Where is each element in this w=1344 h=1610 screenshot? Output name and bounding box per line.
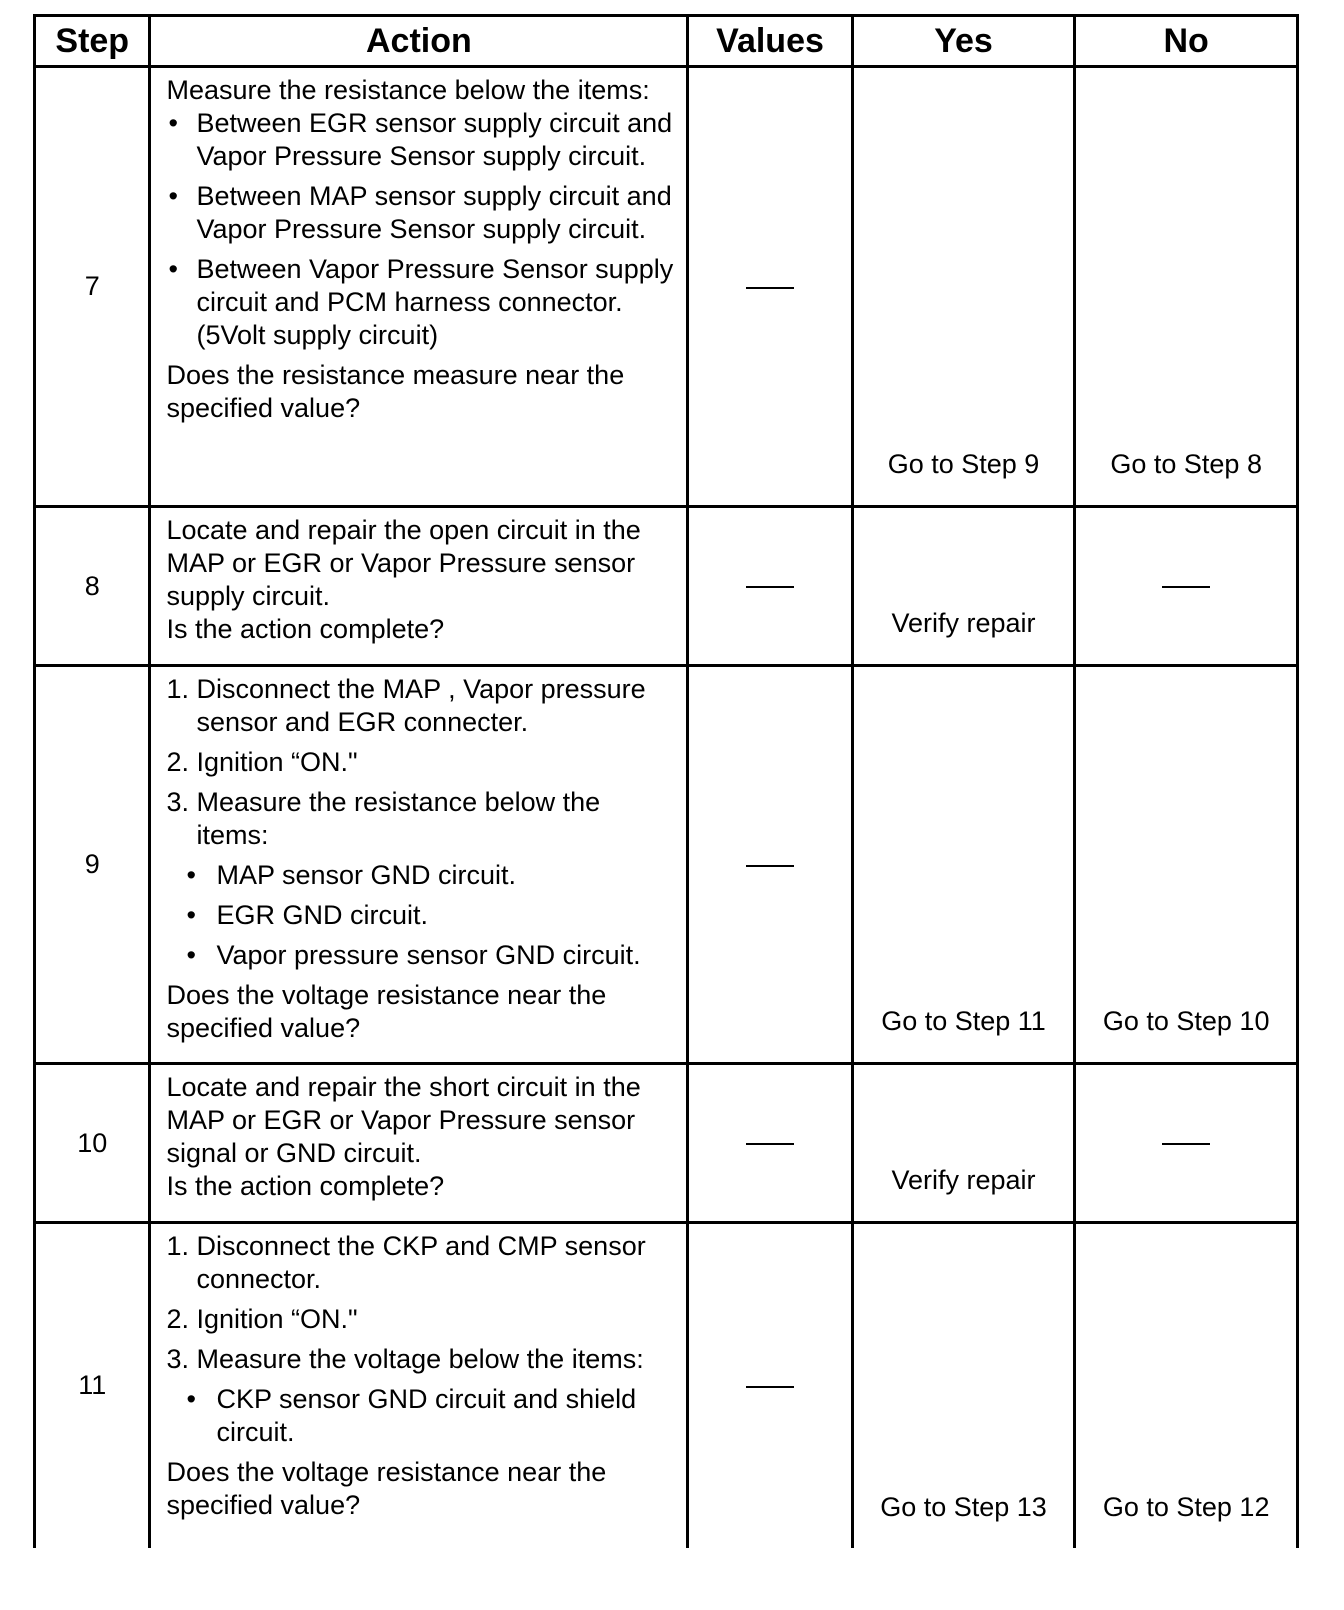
step-number: 10 bbox=[35, 1064, 150, 1223]
step-text: Measure the resistance below the items: bbox=[196, 787, 601, 850]
step-text: Disconnect the CKP and CMP sensor connector. bbox=[196, 1231, 646, 1294]
bullet-item: • Vapor pressure sensor GND circuit. bbox=[166, 939, 678, 972]
values-cell bbox=[688, 666, 852, 1064]
dash-mark bbox=[746, 1386, 794, 1388]
values-cell bbox=[688, 1223, 852, 1548]
action-intro: Measure the resistance below the items: bbox=[166, 75, 650, 105]
bullet-item: • MAP sensor GND circuit. bbox=[166, 859, 678, 892]
numbered-step bbox=[166, 1230, 678, 1296]
no-cell: Go to Step 10 bbox=[1075, 666, 1298, 1064]
no-cell: Go to Step 8 bbox=[1075, 67, 1298, 507]
header-no: No bbox=[1075, 16, 1298, 67]
no-cell: Go to Step 12 bbox=[1075, 1223, 1298, 1548]
values-cell bbox=[688, 1064, 852, 1223]
dash-mark bbox=[1162, 586, 1210, 588]
step-text: Disconnect the MAP , Vapor pressure sensor and EGR connecter. bbox=[196, 674, 646, 737]
table-row-step-7 bbox=[35, 67, 1298, 507]
step-number: 7 bbox=[35, 67, 150, 507]
header-yes: Yes bbox=[852, 16, 1075, 67]
action-cell bbox=[150, 507, 688, 666]
header-action: Action bbox=[150, 16, 688, 67]
table-row-step-10 bbox=[35, 1064, 1298, 1223]
diagnostic-table bbox=[33, 14, 1299, 1548]
action-question: Is the action complete? bbox=[166, 614, 445, 644]
yes-cell: Verify repair bbox=[852, 1064, 1075, 1223]
numbered-step bbox=[166, 1303, 678, 1336]
table-row-step-9 bbox=[35, 666, 1298, 1064]
step-number: 9 bbox=[35, 666, 150, 1064]
step-index: 2. bbox=[166, 1304, 189, 1334]
action-cell bbox=[150, 67, 688, 507]
action-cell bbox=[150, 1064, 688, 1223]
action-cell bbox=[150, 1223, 688, 1548]
step-index: 3. bbox=[166, 1344, 189, 1374]
no-cell bbox=[1075, 507, 1298, 666]
step-index: 1. bbox=[166, 674, 189, 704]
bullet-item: • Between Vapor Pressure Sensor supply circuit and PCM harness connector. (5Volt supply circuit) bbox=[166, 253, 678, 352]
numbered-step bbox=[166, 673, 678, 739]
yes-cell: Go to Step 13 bbox=[852, 1223, 1075, 1548]
yes-cell: Verify repair bbox=[852, 507, 1075, 666]
step-index: 2. bbox=[166, 747, 189, 777]
numbered-step bbox=[166, 786, 678, 852]
numbered-step bbox=[166, 746, 678, 779]
dash-mark bbox=[746, 586, 794, 588]
step-text: Ignition “ON." bbox=[196, 747, 358, 777]
bullet-item: • Between EGR sensor supply circuit and Vapor Pressure Sensor supply circuit. bbox=[166, 107, 678, 173]
table-row-step-8 bbox=[35, 507, 1298, 666]
action-text: Locate and repair the open circuit in the MAP or EGR or Vapor Pressure sensor supply circuit. bbox=[166, 515, 641, 611]
values-cell bbox=[688, 67, 852, 507]
step-text: Measure the voltage below the items: bbox=[196, 1344, 644, 1374]
step-index: 3. bbox=[166, 787, 189, 817]
step-index: 1. bbox=[166, 1231, 189, 1261]
no-cell bbox=[1075, 1064, 1298, 1223]
header-step: Step bbox=[35, 16, 150, 67]
action-question: Does the resistance measure near the specified value? bbox=[166, 360, 625, 423]
yes-cell: Go to Step 9 bbox=[852, 67, 1075, 507]
step-number: 11 bbox=[35, 1223, 150, 1548]
action-question: Is the action complete? bbox=[166, 1171, 445, 1201]
header-values: Values bbox=[688, 16, 852, 67]
bullet-item: • EGR GND circuit. bbox=[166, 899, 678, 932]
bullet-item: • Between MAP sensor supply circuit and Vapor Pressure Sensor supply circuit. bbox=[166, 180, 678, 246]
values-cell bbox=[688, 507, 852, 666]
dash-mark bbox=[746, 287, 794, 289]
dash-mark bbox=[746, 865, 794, 867]
step-text: Ignition “ON." bbox=[196, 1304, 358, 1334]
action-text: Locate and repair the short circuit in the MAP or EGR or Vapor Pressure sensor signal or GND circuit. bbox=[166, 1072, 641, 1168]
dash-mark bbox=[1162, 1143, 1210, 1145]
action-question: Does the voltage resistance near the specified value? bbox=[166, 980, 607, 1043]
numbered-step bbox=[166, 1343, 678, 1376]
table-row-step-11 bbox=[35, 1223, 1298, 1548]
dash-mark bbox=[746, 1143, 794, 1145]
action-cell bbox=[150, 666, 688, 1064]
yes-cell: Go to Step 11 bbox=[852, 666, 1075, 1064]
step-number: 8 bbox=[35, 507, 150, 666]
action-question: Does the voltage resistance near the specified value? bbox=[166, 1457, 607, 1520]
bullet-item: • CKP sensor GND circuit and shield circuit. bbox=[166, 1383, 678, 1449]
header-row bbox=[35, 16, 1298, 67]
